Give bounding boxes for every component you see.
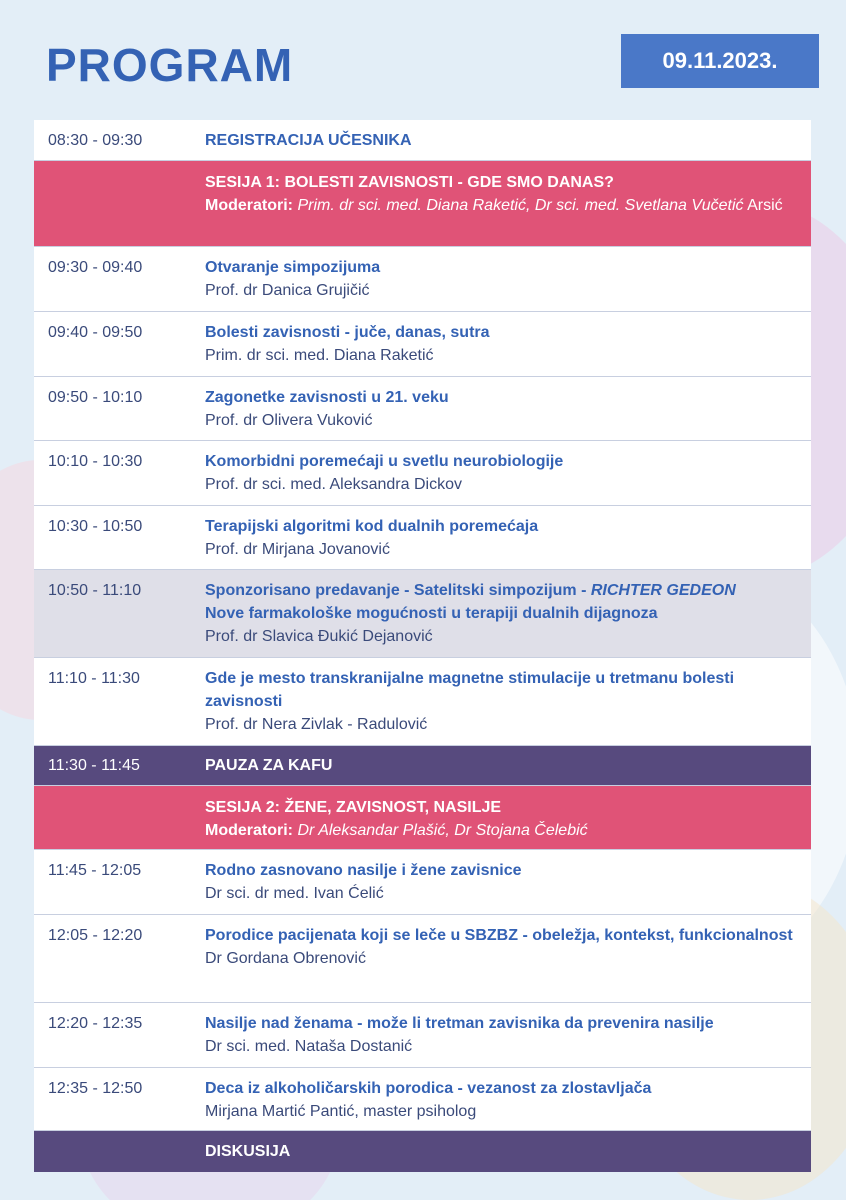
row-title: Nasilje nad ženama - može li tretman zavisnika da prevenira nasilje: [205, 1015, 714, 1032]
row-time: [34, 786, 205, 849]
row-speaker: Dr sci. dr med. Ivan Ćelić: [205, 885, 384, 902]
session-title: SESIJA 2: ŽENE, ZAVISNOST, NASILJE: [205, 799, 502, 816]
row-time: 11:10 - 11:30: [48, 670, 140, 687]
row-speaker: Prof. dr Nera Zivlak - Radulović: [205, 716, 428, 733]
program-row: [34, 377, 811, 441]
row-speaker: Prim. dr sci. med. Diana Raketić: [205, 347, 434, 364]
program-table: [34, 120, 811, 1172]
row-time: 11:30 - 11:45: [48, 757, 140, 774]
program-row: [34, 441, 811, 506]
row-title: Otvaranje simpozijuma: [205, 259, 381, 276]
page-title: PROGRAM: [46, 39, 294, 91]
row-title: Terapijski algoritmi kod dualnih poremećaja: [205, 518, 539, 535]
session-moderators: Moderatori: Prim. dr sci. med. Diana Raketić, Dr sci. med. Svetlana Vučetić Arsić: [205, 197, 783, 214]
program-row: [34, 915, 811, 1003]
row-speaker: Dr Gordana Obrenović: [205, 950, 366, 967]
row-time: 10:50 - 11:10: [48, 582, 142, 599]
row-speaker: Prof. dr Danica Grujičić: [205, 282, 370, 299]
row-title: Rodno zasnovano nasilje i žene zavisnice: [205, 862, 522, 879]
row-title: Sponzorisano predavanje - Satelitski simpozijum - RICHTER GEDEON: [205, 582, 736, 599]
session-1-header: [34, 161, 811, 247]
program-row: [34, 247, 811, 312]
program-row: [34, 1003, 811, 1068]
discussion-row: [34, 1131, 811, 1172]
row-speaker: Prof. dr Olivera Vuković: [205, 412, 373, 429]
row-time: [34, 161, 205, 246]
row-title: Zagonetke zavisnosti u 21. veku: [205, 389, 449, 406]
row-time: 12:35 - 12:50: [48, 1080, 143, 1097]
program-row: [34, 850, 811, 915]
program-row: [34, 658, 811, 746]
row-title: PAUZA ZA KAFU: [205, 757, 333, 774]
row-title: Bolesti zavisnosti - juče, danas, sutra: [205, 324, 490, 341]
date-badge: 09.11.2023.: [621, 34, 819, 88]
row-speaker: Mirjana Martić Pantić, master psiholog: [205, 1103, 477, 1120]
row-time: 12:20 - 12:35: [48, 1015, 143, 1032]
program-row: [34, 312, 811, 377]
row-title: Komorbidni poremećaji u svetlu neurobiologije: [205, 453, 564, 470]
row-speaker: Prof. dr Slavica Đukić Dejanović: [205, 628, 433, 645]
session-moderators: Moderatori: Dr Aleksandar Plašić, Dr Stojana Čelebić: [205, 822, 588, 839]
row-title: Gde je mesto transkranijalne magnetne stimulacije u tretmanu bolesti zavisnosti: [205, 670, 735, 710]
row-title: REGISTRACIJA UČESNIKA: [205, 131, 412, 149]
row-time: 09:50 - 10:10: [48, 389, 143, 406]
row-title: Porodice pacijenata koji se leče u SBZBZ - obeležja, kontekst, funkcionalnost: [205, 927, 793, 944]
row-title: Deca iz alkoholičarskih porodica - vezanost za zlostavljača: [205, 1080, 652, 1097]
row-speaker: Prof. dr sci. med. Aleksandra Dickov: [205, 476, 462, 493]
row-time: 11:45 - 12:05: [48, 862, 142, 879]
row-time: 10:10 - 10:30: [48, 453, 143, 470]
row-time: 08:30 - 09:30: [48, 131, 143, 149]
row-time: 09:40 - 09:50: [48, 324, 143, 341]
sponsored-row: [34, 570, 811, 658]
program-row-registration: [34, 120, 811, 161]
program-row: [34, 1068, 811, 1131]
row-speaker: Prof. dr Mirjana Jovanović: [205, 541, 390, 558]
row-time: 09:30 - 09:40: [48, 259, 143, 276]
sponsor-name: RICHTER GEDEON: [590, 582, 736, 599]
row-title: DISKUSIJA: [205, 1143, 291, 1160]
session-2-header: [34, 786, 811, 850]
session-title: SESIJA 1: BOLESTI ZAVISNOSTI - GDE SMO DANAS?: [205, 174, 614, 191]
row-speaker: Dr sci. med. Nataša Dostanić: [205, 1038, 413, 1055]
row-time: 10:30 - 10:50: [48, 518, 143, 535]
program-row: [34, 506, 811, 570]
row-time: 12:05 - 12:20: [48, 927, 143, 944]
coffee-break-row: [34, 746, 811, 786]
row-subtitle: Nove farmakološke mogućnosti u terapiji dualnih dijagnoza: [205, 605, 658, 622]
